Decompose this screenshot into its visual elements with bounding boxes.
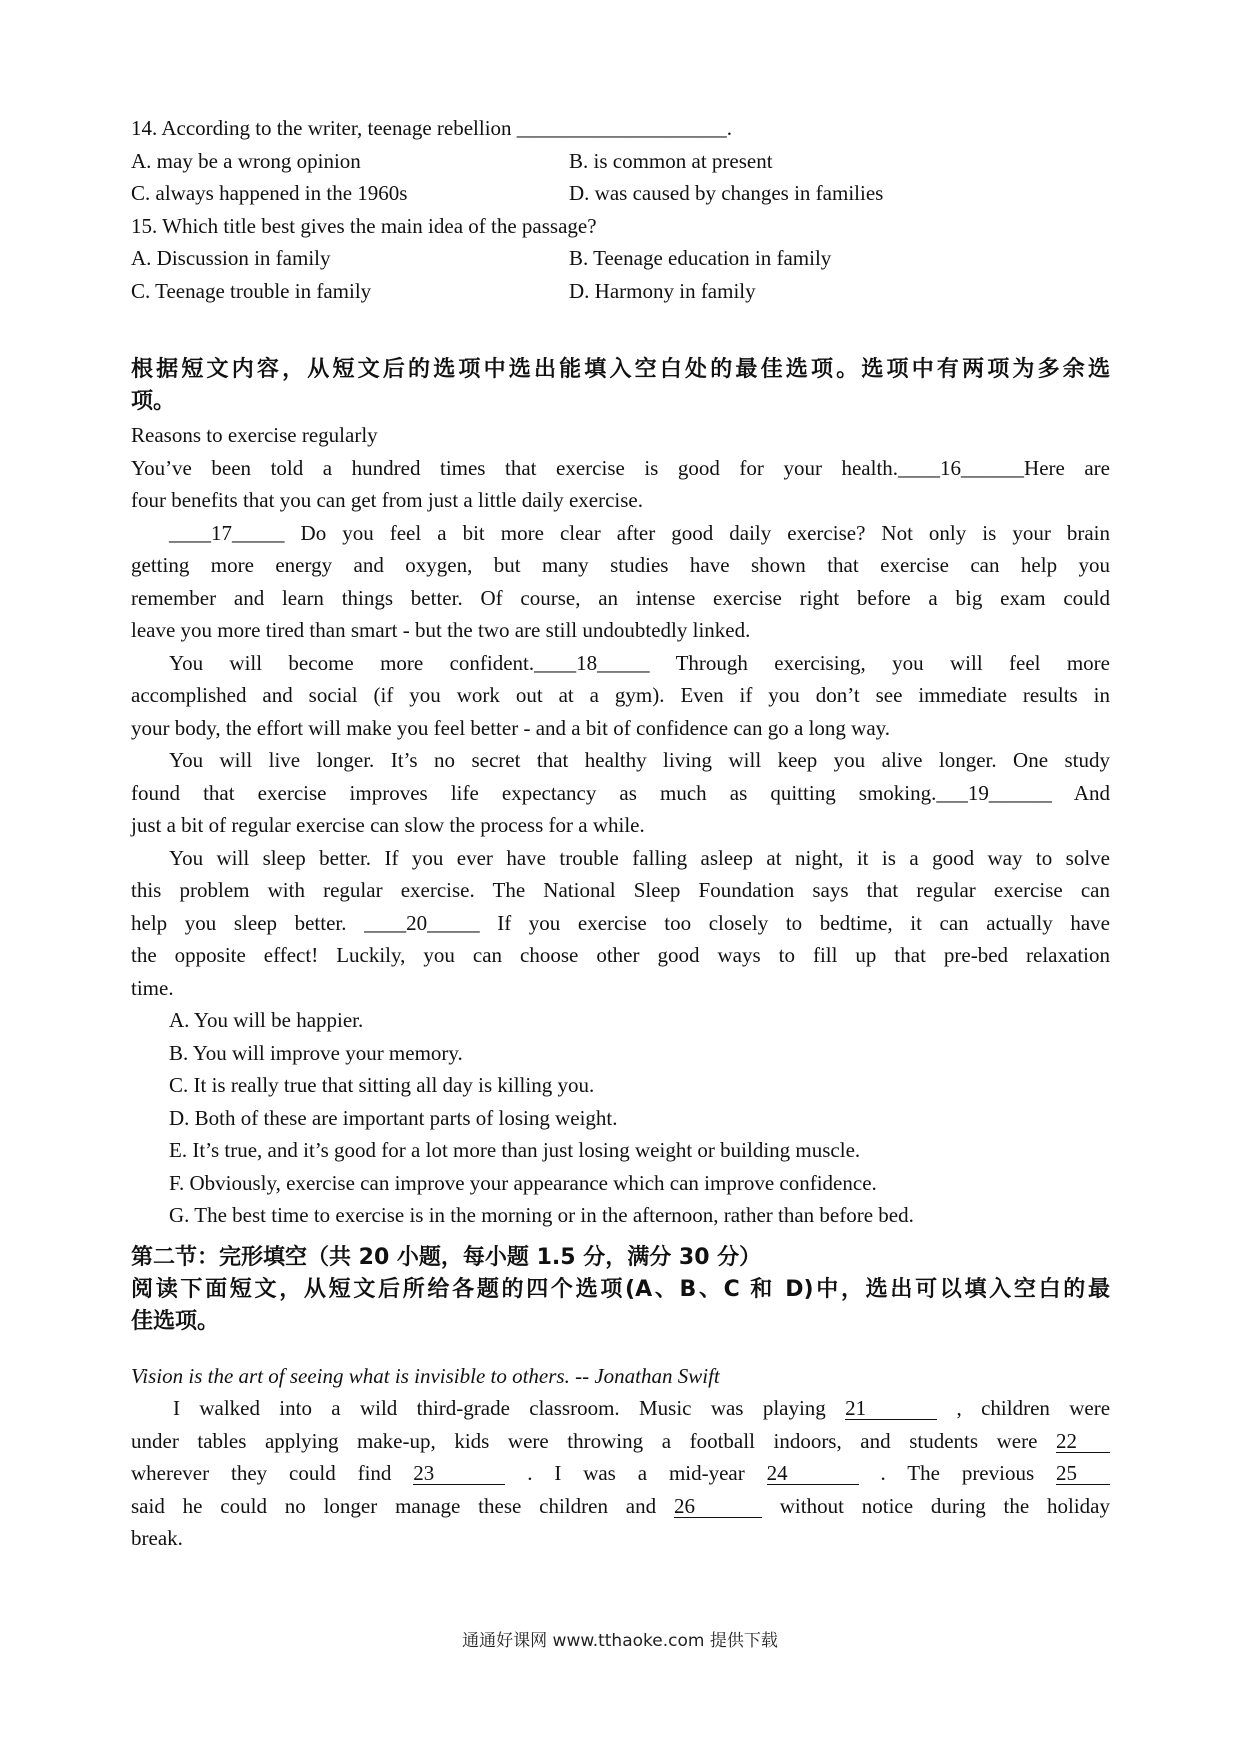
question-14-option-b: B. is common at present — [569, 148, 773, 173]
question-14-options-row-1 — [131, 145, 1110, 178]
paragraph-5-line-5: time. — [131, 975, 174, 1000]
question-14-option-c: C. always happened in the 1960s — [131, 181, 408, 205]
paragraph-1-line-1: You’ve been told a hundred times that exercise is good for your health.____16______Here are — [131, 455, 1110, 480]
paragraph-5-line-2: this problem with regular exercise. The National Sleep Foundation says that regular exercise can — [131, 878, 1110, 902]
question-14-option-a: A. may be a wrong opinion — [131, 148, 361, 173]
paragraph-2-line-4: leave you more tired than smart - but the two are still undoubtedly linked. — [131, 618, 751, 642]
page-footer: 通通好课网 www.tthaoke.com 提供下载 — [462, 1631, 778, 1651]
cloze-line-5: break. — [131, 1526, 183, 1550]
cloze-text: under tables applying make-up, kids were throwing a football indoors, and students were — [131, 1428, 1038, 1453]
answer-option-d: D. Both of these are important parts of losing weight. — [169, 1105, 618, 1130]
cloze-section-header — [131, 1242, 1110, 1338]
answer-option-f: F. Obviously, exercise can improve your appearance which can improve confidence. — [169, 1170, 877, 1195]
cloze-text: , children were — [956, 1396, 1111, 1420]
paragraph-1-line-2: four benefits that you can get from just a little daily exercise. — [131, 488, 643, 512]
cloze-line-3 — [131, 1457, 1110, 1490]
answer-option-g: G. The best time to exercise is in the morning or in the afternoon, rather than before bed. — [169, 1203, 914, 1227]
answer-option-c: C. It is really true that sitting all day is killing you. — [169, 1073, 595, 1097]
question-14-stem: 14. According to the writer, teenage rebellion ____________________. — [131, 116, 733, 140]
question-15-option-a: A. Discussion in family — [131, 246, 331, 270]
cloze-text: I walked into a wild third-grade classroom. Music was playing — [173, 1396, 826, 1420]
answer-options-list — [131, 1004, 1110, 1232]
paragraph-4-line-3: just a bit of regular exercise can slow the process for a while. — [131, 813, 645, 837]
paragraph-3-line-3: your body, the effort will make you feel better - and a bit of confidence can go a long way. — [131, 715, 891, 740]
paragraph-2-line-3: remember and learn things better. Of course, an intense exercise right before a big exam could — [131, 585, 1110, 610]
paragraph-4-line-2: found that exercise improves life expectancy as much as quitting smoking.___19______ And — [131, 780, 1110, 805]
question-15-stem: 15. Which title best gives the main idea of the passage? — [131, 213, 597, 238]
cloze-line-1 — [131, 1392, 1110, 1425]
section-instruction — [131, 354, 1110, 418]
paragraph-5-line-4: the opposite effect! Luckily, you can choose other good ways to fill up that pre-bed relaxation — [131, 943, 1110, 967]
paragraph-5-line-1: You will sleep better. If you ever have trouble falling asleep at night, it is a good way to solve — [169, 845, 1110, 870]
cloze-blank-21: 21 — [845, 1397, 937, 1420]
cloze-blank-26: 26 — [674, 1495, 762, 1518]
answer-option-a: A. You will be happier. — [169, 1008, 364, 1032]
paragraph-5-line-3: help you sleep better. ____20_____ If you exercise too closely to bedtime, it can actually have — [131, 910, 1110, 935]
cloze-heading: 第二节：完形填空（共 20 小题，每小题 1.5 分，满分 30 分） — [131, 1244, 762, 1270]
paragraph-3-line-2: accomplished and social (if you work out at a gym). Even if you don’t see immediate results in — [131, 683, 1110, 707]
question-15-options-row-2 — [131, 275, 1110, 308]
question-15-option-c: C. Teenage trouble in family — [131, 278, 372, 303]
answer-option-b: B. You will improve your memory. — [169, 1040, 463, 1065]
answer-option-e: E. It’s true, and it’s good for a lot more than just losing weight or building muscle. — [169, 1138, 861, 1162]
cloze-instruction-line-2: 佳选项。 — [131, 1308, 220, 1334]
cloze-line-2 — [131, 1425, 1110, 1458]
question-15-options-row-1 — [131, 242, 1110, 275]
paragraph-3-line-1: You will become more confident.____18_____ Through exercising, you will feel more — [169, 650, 1110, 675]
question-14-options-row-2 — [131, 177, 1110, 210]
cloze-blank-25: 25 — [1056, 1462, 1110, 1485]
cloze-instruction-line-1: 阅读下面短文，从短文后所给各题的四个选项(A、B、C 和 D)中，选出可以填入空白的最 — [131, 1276, 1110, 1302]
paragraph-2-line-1: ____17_____ Do you feel a bit more clear after good daily exercise? Not only is your brain — [169, 520, 1110, 545]
question-14-option-d: D. was caused by changes in families — [569, 181, 884, 205]
question-15-option-b: B. Teenage education in family — [569, 246, 832, 270]
cloze-text: wherever they could find — [131, 1461, 392, 1485]
cloze-blank-24: 24 — [767, 1462, 859, 1485]
paragraph-4-line-1: You will live longer. It’s no secret that healthy living will keep you alive longer. One study — [169, 748, 1110, 772]
cloze-blank-23: 23 — [413, 1462, 505, 1485]
cloze-text: . I was a mid-year — [527, 1461, 745, 1485]
paragraph-2-line-2: getting more energy and oxygen, but many studies have shown that exercise can help you — [131, 553, 1110, 577]
section-instruction-line-1: 根据短文内容，从短文后的选项中选出能填入空白处的最佳选项。选项中有两项为多余选 — [131, 357, 1110, 382]
cloze-text: without notice during the holiday — [779, 1493, 1111, 1518]
cloze-text: . The previous — [880, 1461, 1035, 1485]
cloze-line-4 — [131, 1490, 1110, 1523]
cloze-text: said he could no longer manage these children and — [131, 1493, 657, 1518]
page-content — [131, 112, 1110, 1555]
section-instruction-line-2: 项。 — [131, 389, 176, 414]
question-15-option-d: D. Harmony in family — [569, 278, 756, 303]
cloze-quote: Vision is the art of seeing what is invisible to others. -- Jonathan Swift — [131, 1363, 720, 1388]
cloze-blank-22: 22 — [1056, 1430, 1110, 1453]
passage-title: Reasons to exercise regularly — [131, 423, 378, 447]
